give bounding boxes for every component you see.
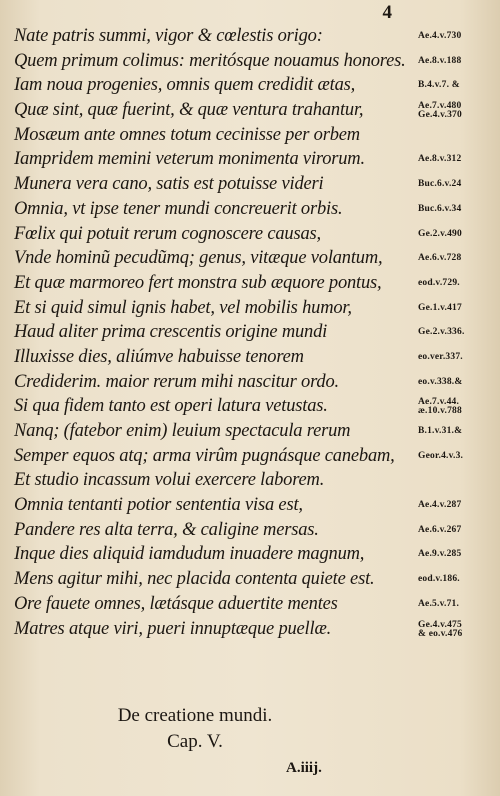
verse-text: Semper equos atq; arma virûm pugnásque canebam, [14,445,395,466]
section-heading: De creatione mundi. [117,705,273,726]
verse-text: Et si quid simul ignis habet, vel mobilis humor, [14,297,352,318]
marginal-reference: eo.ver.337. [418,351,463,362]
verse-line [14,444,494,469]
verse-line [14,493,494,518]
chapter-heading: Cap. V. [167,731,223,752]
marginal-reference: B.4.v.7. & [418,80,460,91]
verse-line [14,370,494,395]
verse-line [14,542,494,567]
verse-line [14,518,494,543]
verse-line [14,98,494,123]
verse-list [14,24,494,641]
verse-text: Nanq; (fatebor enim) leuium spectacula rerum [14,421,351,441]
verse-text: Et studio incassum volui exercere laborem. [14,470,325,491]
verse-line [14,172,494,197]
marginal-reference: Ae.7.v.480 Ge.4.v.370 [418,101,462,121]
marginal-reference: B.1.v.31.& [418,426,463,436]
marginal-reference: Buc.6.v.24 [418,179,462,190]
marginal-reference: Ae.6.v.728 [418,253,462,264]
marginal-reference: Ae.5.v.71. [418,598,460,609]
verse-line [14,320,494,345]
verse-text: Vnde hominũ pecudũmq; genus, vitæque volantum, [14,248,383,269]
verse-text: Illuxisse dies, aliúmve habuisse tenorem [14,346,304,367]
marginal-reference: Ge.1.v.417 [418,302,462,313]
marginal-reference: Ae.4.v.730 [418,31,462,41]
verse-text: Pandere res alta terra, & caligine mersas. [14,519,319,540]
verse-line [14,296,494,321]
verse-line [14,73,494,98]
marginal-reference: Ge.2.v.490 [418,228,462,239]
verse-text: Omnia, vt ipse tener mundi concreuerit orbis. [14,198,343,219]
verse-line [14,24,494,49]
verse-text: Si qua fidem tanto est operi latura vetustas. [14,396,328,417]
verse-line [14,197,494,222]
verse-text: Munera vera cano, satis est potuisse videri [14,174,324,195]
marginal-reference: Buc.6.v.34 [418,203,462,214]
verse-text: Et quæ marmoreo fert monstra sub æquore pontus, [14,272,382,293]
verse-text: Fœlix qui potuit rerum cognoscere causas, [14,223,321,244]
verse-line [14,246,494,271]
marginal-reference: Ge.2.v.336. [418,327,465,338]
verse-text: Haud aliter prima crescentis origine mundi [14,322,328,343]
verse-text: Inque dies aliquid iamdudum inuadere magnum, [14,544,365,565]
verse-text: Iampridem memini veterum monimenta virorum. [14,149,365,170]
verse-text: Matres atque viri, pueri innuptæque puellæ. [14,618,332,639]
verse-line [14,419,494,444]
marginal-reference: Geor.4.v.3. [418,450,464,461]
signature-mark: A.iiij. [286,760,322,776]
verse-text: Crediderim. maior rerum mihi nascitur ordo. [14,371,339,392]
marginal-reference: Ae.9.v.285 [418,549,462,560]
marginal-reference: Ae.6.v.267 [418,524,462,535]
verse-line [14,123,494,148]
marginal-reference: eo.v.338.& [418,376,463,387]
verse-line [14,345,494,370]
verse-line [14,271,494,296]
marginal-reference: eod.v.186. [418,574,460,585]
verse-line [14,147,494,172]
verse-line [14,468,494,493]
verse-text: Mosæum ante omnes totum cecinisse per orbem [14,124,360,145]
verse-line [14,49,494,74]
verse-text: Quem primum colimus: meritósque nouamus honores. [14,50,406,71]
verse-text: Nate patris summi, vigor & cœlestis origo: [14,26,323,46]
marginal-reference: Ae.4.v.287 [418,500,462,511]
verse-line [14,222,494,247]
marginal-reference: Ae.8.v.188 [418,55,462,66]
verse-text: Quæ sint, quæ fuerint, & quæ ventura trahantur, [14,100,364,121]
verse-text: Mens agitur mihi, nec placida contenta quiete est. [14,569,375,590]
verse-line [14,567,494,592]
marginal-reference: Ae.7.v.44. æ.10.v.788 [418,397,462,417]
marginal-reference: Ge.4.v.475 & eo.v.476 [418,619,463,639]
marginal-reference: eod.v.729. [418,277,460,288]
verse-text: Omnia tentanti potior sententia visa est, [14,495,303,516]
verse-text: Iam noua progenies, omnis quem credidit ætas, [14,75,356,96]
verse-text: Ore fauete omnes, lætásque aduertite mentes [14,593,338,614]
verse-line [14,617,494,642]
verse-line [14,592,494,617]
page-number: 4 [382,2,392,23]
verse-line [14,394,494,419]
marginal-reference: Ae.8.v.312 [418,154,462,165]
